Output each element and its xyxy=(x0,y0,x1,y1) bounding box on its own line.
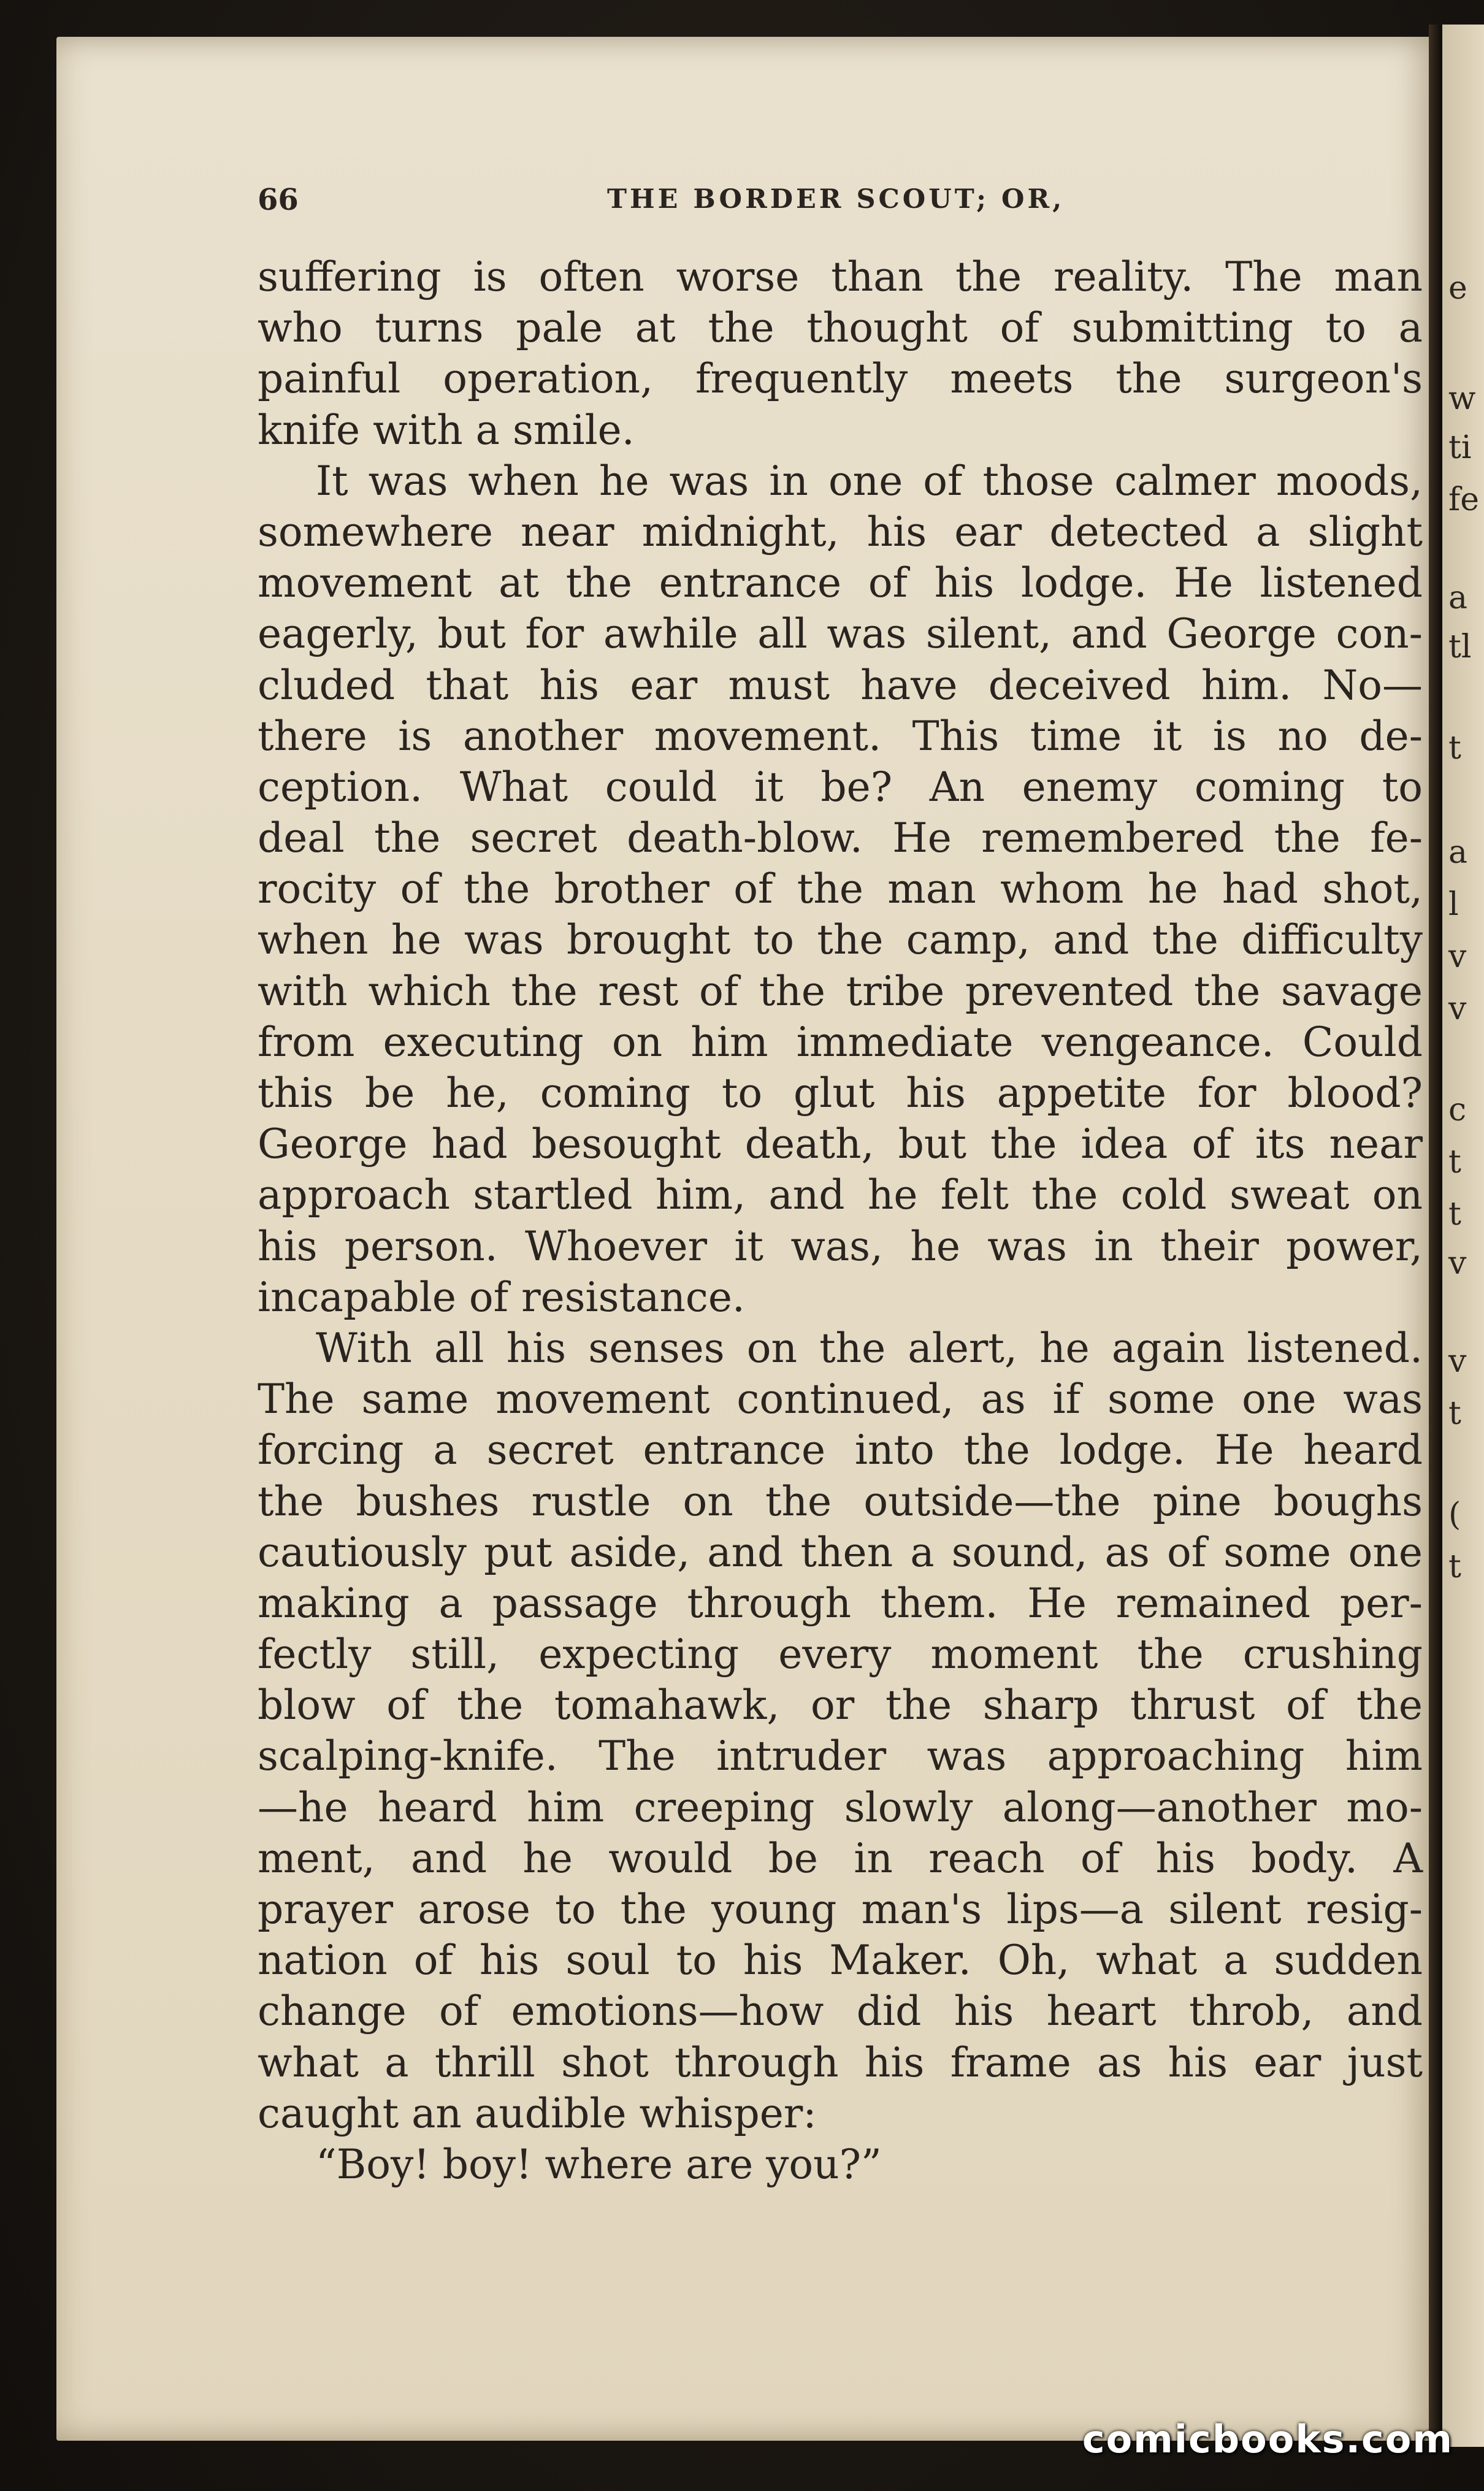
text-line: this be he, coming to glut his appetite for blood? xyxy=(258,1069,1423,1117)
facing-page-char: ti xyxy=(1448,429,1472,466)
facing-page-char: t xyxy=(1448,1196,1461,1233)
text-line: scalping-knife. The intruder was approaching him xyxy=(258,1732,1423,1780)
text-line: when he was brought to the camp, and the difficulty xyxy=(258,916,1423,964)
facing-page-edge xyxy=(1442,25,1484,2447)
facing-page-char: v xyxy=(1448,990,1467,1027)
text-line: knife with a smile. xyxy=(258,406,635,454)
facing-page-char: t xyxy=(1448,1144,1461,1180)
facing-page-char: l xyxy=(1448,886,1459,923)
text-line: forcing a secret entrance into the lodge. He heard xyxy=(258,1426,1423,1474)
text-line: “Boy! boy! where are you?” xyxy=(316,2140,882,2188)
text-line: what a thrill shot through his frame as his ear just xyxy=(258,2038,1423,2086)
watermark-logo: comicbooks.com xyxy=(1082,2417,1453,2462)
text-line: ment, and he would be in reach of his body. A xyxy=(258,1834,1423,1882)
text-line: prayer arose to the young man's lips—a silent resig- xyxy=(258,1886,1423,1933)
facing-page-char: tl xyxy=(1448,629,1472,665)
text-line: incapable of resistance. xyxy=(258,1273,745,1321)
text-line: George had besought death, but the idea of its near xyxy=(258,1120,1423,1168)
text-line: rocity of the brother of the man whom he had shot, xyxy=(258,865,1423,913)
text-line: suffering is often worse than the reality. The man xyxy=(258,253,1423,300)
facing-page-char: t xyxy=(1448,1548,1461,1585)
facing-page-char: c xyxy=(1448,1092,1467,1128)
text-line: blow of the tomahawk, or the sharp thrust of the xyxy=(258,1682,1423,1729)
text-line: from executing on him immediate vengeance. Could xyxy=(258,1018,1423,1066)
text-line: cautiously put aside, and then a sound, as of some one xyxy=(258,1528,1423,1576)
text-line: his person. Whoever it was, he was in their power, xyxy=(258,1222,1423,1270)
text-line: eagerly, but for awhile all was silent, and George con- xyxy=(258,610,1423,658)
text-line: —he heard him creeping slowly along—another mo- xyxy=(258,1783,1423,1831)
facing-page-char: fe xyxy=(1448,481,1480,518)
text-line: deal the secret death-blow. He remembered the fe- xyxy=(258,814,1423,862)
text-line: ception. What could it be? An enemy coming to xyxy=(258,763,1423,811)
text-line: there is another movement. This time it is no de- xyxy=(258,712,1423,760)
text-line: fectly still, expecting every moment the crushing xyxy=(258,1631,1423,1678)
text-line: movement at the entrance of his lodge. He listened xyxy=(258,559,1423,607)
text-line: somewhere near midnight, his ear detected a slight xyxy=(258,508,1423,556)
facing-page-char: w xyxy=(1448,380,1476,417)
facing-page-char: v xyxy=(1448,1245,1467,1282)
text-line: painful operation, frequently meets the surgeon's xyxy=(258,355,1423,403)
text-line: cluded that his ear must have deceived him. No— xyxy=(258,661,1423,709)
text-line: With all his senses on the alert, he again listened. xyxy=(316,1324,1423,1372)
text-line: the bushes rustle on the outside—the pine boughs xyxy=(258,1477,1423,1525)
text-line: change of emotions—how did his heart throb, and xyxy=(258,1988,1423,2035)
text-line: It was when he was in one of those calmer moods, xyxy=(316,457,1423,505)
facing-page-char: a xyxy=(1448,580,1468,616)
text-line: caught an audible whisper: xyxy=(258,2089,817,2137)
text-line: who turns pale at the thought of submitting to a xyxy=(258,304,1423,352)
body-text xyxy=(258,251,1423,2190)
text-line: nation of his soul to his Maker. Oh, what a sudden xyxy=(258,1937,1423,1984)
page-number: 66 xyxy=(258,183,299,217)
facing-page-char: ( xyxy=(1448,1496,1461,1533)
facing-page-char: e xyxy=(1448,270,1467,307)
facing-page-char: v xyxy=(1448,938,1467,975)
running-head: THE BORDER SCOUT; OR, xyxy=(607,184,1065,215)
facing-page-char: t xyxy=(1448,730,1461,767)
text-line: making a passage through them. He remained per- xyxy=(258,1579,1423,1627)
facing-page-char: v xyxy=(1448,1343,1467,1380)
text-line: with which the rest of the tribe prevented the savage xyxy=(258,967,1423,1015)
facing-page-char: t xyxy=(1448,1395,1461,1432)
text-line: The same movement continued, as if some one was xyxy=(258,1376,1423,1423)
facing-page-char: a xyxy=(1448,834,1468,871)
book-gutter xyxy=(1429,25,1442,2447)
text-line: approach startled him, and he felt the cold sweat on xyxy=(258,1171,1423,1219)
